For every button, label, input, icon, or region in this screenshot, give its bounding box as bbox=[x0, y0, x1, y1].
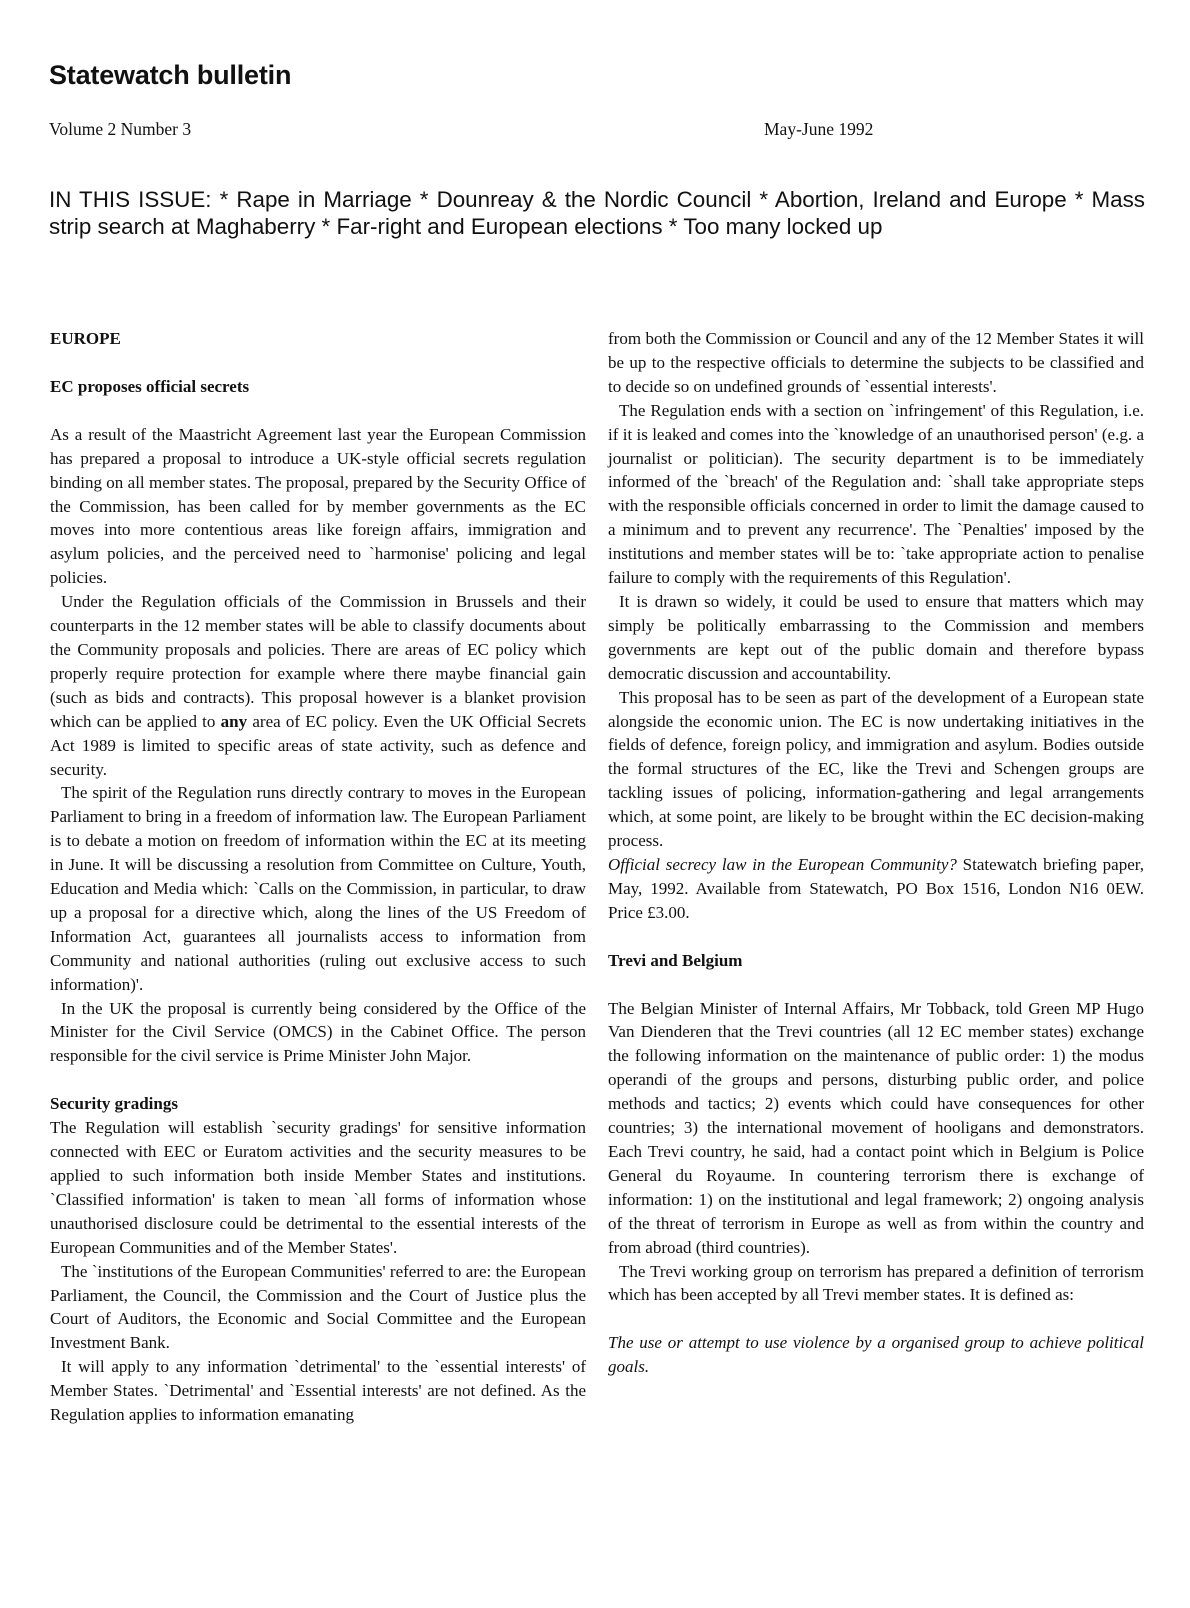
source-details: Statewatch briefing paper, May, 1992. Available from Statewatch, PO Box 1516, London N16 0EW. Price £3.00. bbox=[608, 854, 1144, 922]
paragraph bbox=[50, 590, 586, 781]
subheading-security-gradings: Security gradings bbox=[50, 1094, 178, 1114]
paragraph: The spirit of the Regulation runs directly contrary to moves in the European Parliament to bring in a freedom of information law. The European Parliament is to debate a motion on freedom of information within the EC at its meeting in June. It will be discussing a resolution from Committee on Culture, Youth, Education and Media which: `Calls on the Commission, in particular, to draw up a proposal for a directive which, along the lines of the US Freedom of Information Act, guarantees all journalists access to information from Community and national authorities (ruling out exclusive access to such information)'. bbox=[50, 783, 586, 994]
volume-number: Volume 2 Number 3 bbox=[49, 119, 192, 139]
article-title-trevi-belgium: Trevi and Belgium bbox=[608, 950, 743, 970]
paragraph: from both the Commission or Council and any of the 12 Member States it will be up to the respective officials to determine the subjects to be classified and to decide so on undefined grounds of `essential interests'. bbox=[608, 329, 1144, 396]
issue-date: May-June 1992 bbox=[764, 119, 874, 139]
paragraph: In the UK the proposal is currently being considered by the Office of the Minister for the Civil Service (OMCS) in the Cabinet Office. The person responsible for the civil service is Prime Minister John Major. bbox=[50, 998, 586, 1066]
in-this-issue: IN THIS ISSUE: * Rape in Marriage * Dounreay & the Nordic Council * Abortion, Ireland and Europe * Mass strip search at Maghaberry * Far-right and European elections * Too many locked up bbox=[49, 187, 1145, 239]
left-column bbox=[50, 327, 586, 1427]
emphasis: any bbox=[220, 711, 248, 731]
definition-quote: The use or attempt to use violence by a organised group to achieve political goals. bbox=[608, 1333, 1144, 1377]
paragraph: This proposal has to be seen as part of the development of a European state alongside the economic union. The EC is now undertaking initiatives in the fields of defence, foreign policy, and immigration and asylum. Bodies outside the formal structures of the EC, like the Trevi and Schengen groups are tackling issues of policing, information-gathering and legal arrangements which, at some point, are likely to be brought within the EC decision-making process. bbox=[608, 687, 1144, 851]
masthead-title: Statewatch bulletin bbox=[49, 60, 292, 90]
paragraph-text: area of EC policy. Even the UK Official Secrets Act 1989 is limited to specific areas of state activity, such as defence and security. bbox=[50, 711, 586, 779]
paragraph: It is drawn so widely, it could be used to ensure that matters which may simply be politically embarrassing to the Commission and members governments are kept out of the public domain and therefore bypass democratic discussion and accountability. bbox=[608, 591, 1144, 683]
section-heading-europe: EUROPE bbox=[50, 329, 121, 348]
paragraph: The `institutions of the European Communities' referred to are: the European Parliament, the Council, the Commission and the Court of Justice plus the Court of Auditors, the Economic and Social Committee and the European Investment Bank. bbox=[50, 1261, 586, 1353]
article-title-official-secrets: EC proposes official secrets bbox=[50, 376, 250, 396]
paragraph-text: Under the Regulation officials of the Commission in Brussels and their counterparts in the 12 member states will be able to classify documents about the Community proposals and policies. There are areas of EC policy which properly require protection for example where there maybe financial gain (such as bids and contracts). This proposal however is a blanket provision which can be applied to bbox=[50, 592, 586, 731]
right-column bbox=[608, 327, 1144, 1379]
paragraph: The Trevi working group on terrorism has prepared a definition of terrorism which has been accepted by all Trevi member states. It is defined as: bbox=[608, 1261, 1144, 1305]
paragraph: The Belgian Minister of Internal Affairs, Mr Tobback, told Green MP Hugo Van Dienderen that the Trevi countries (all 12 EC member states) exchange the following information on the maintenance of public order: 1) the modus operandi of the groups and persons, disturbing public order, and police methods and tactics; 2) events which could have consequences for other countries; 3) the international movement of hooligans and demonstrators. Each Trevi country, he said, had a contact point which in Belgium is Police General du Royaume. In countering terrorism there is exchange of information: 1) on the institutional and legal framework; 2) ongoing analysis of the threat of terrorism in Europe as well as from within the country and from abroad (third countries). bbox=[608, 998, 1144, 1257]
paragraph: It will apply to any information `detrimental' to the `essential interests' of Member States. `Detrimental' and `Essential interests' are not defined. As the Regulation applies to information emanating bbox=[50, 1357, 586, 1425]
source-title: Official secrecy law in the European Community? bbox=[608, 854, 957, 874]
paragraph: As a result of the Maastricht Agreement last year the European Commission has prepared a proposal to introduce a UK-style official secrets regulation binding on all member states. The proposal, prepared by the Security Office of the Commission, has been called for by member governments as the EC moves into more contentious areas like foreign affairs, immigration and asylum policies, and the perceived need to `harmonise' policing and legal policies. bbox=[50, 424, 586, 588]
paragraph: The Regulation will establish `security gradings' for sensitive information connected with EEC or Euratom activities and the security measures to be applied to such information both inside Member States and institutions. `Classified information' is taken to mean `all forms of information whose unauthorised disclosure could be detrimental to the essential interests of the European Communities and of the Member States'. bbox=[50, 1118, 586, 1257]
source-reference bbox=[608, 853, 1144, 925]
paragraph: The Regulation ends with a section on `infringement' of this Regulation, i.e. if it is leaked and comes into the `knowledge of an unauthorised person' (e.g. a journalist or politician). The security department is to be immediately informed of the `breach' of the Regulation and: `shall take appropriate steps with the responsible officials concerned in order to limit the damage caused to a minimum and to prevent any recurrence'. The `Penalties' imposed by the institutions and member states will be to: `take appropriate action to penalise failure to comply with the requirements of this Regulation'. bbox=[608, 400, 1144, 588]
